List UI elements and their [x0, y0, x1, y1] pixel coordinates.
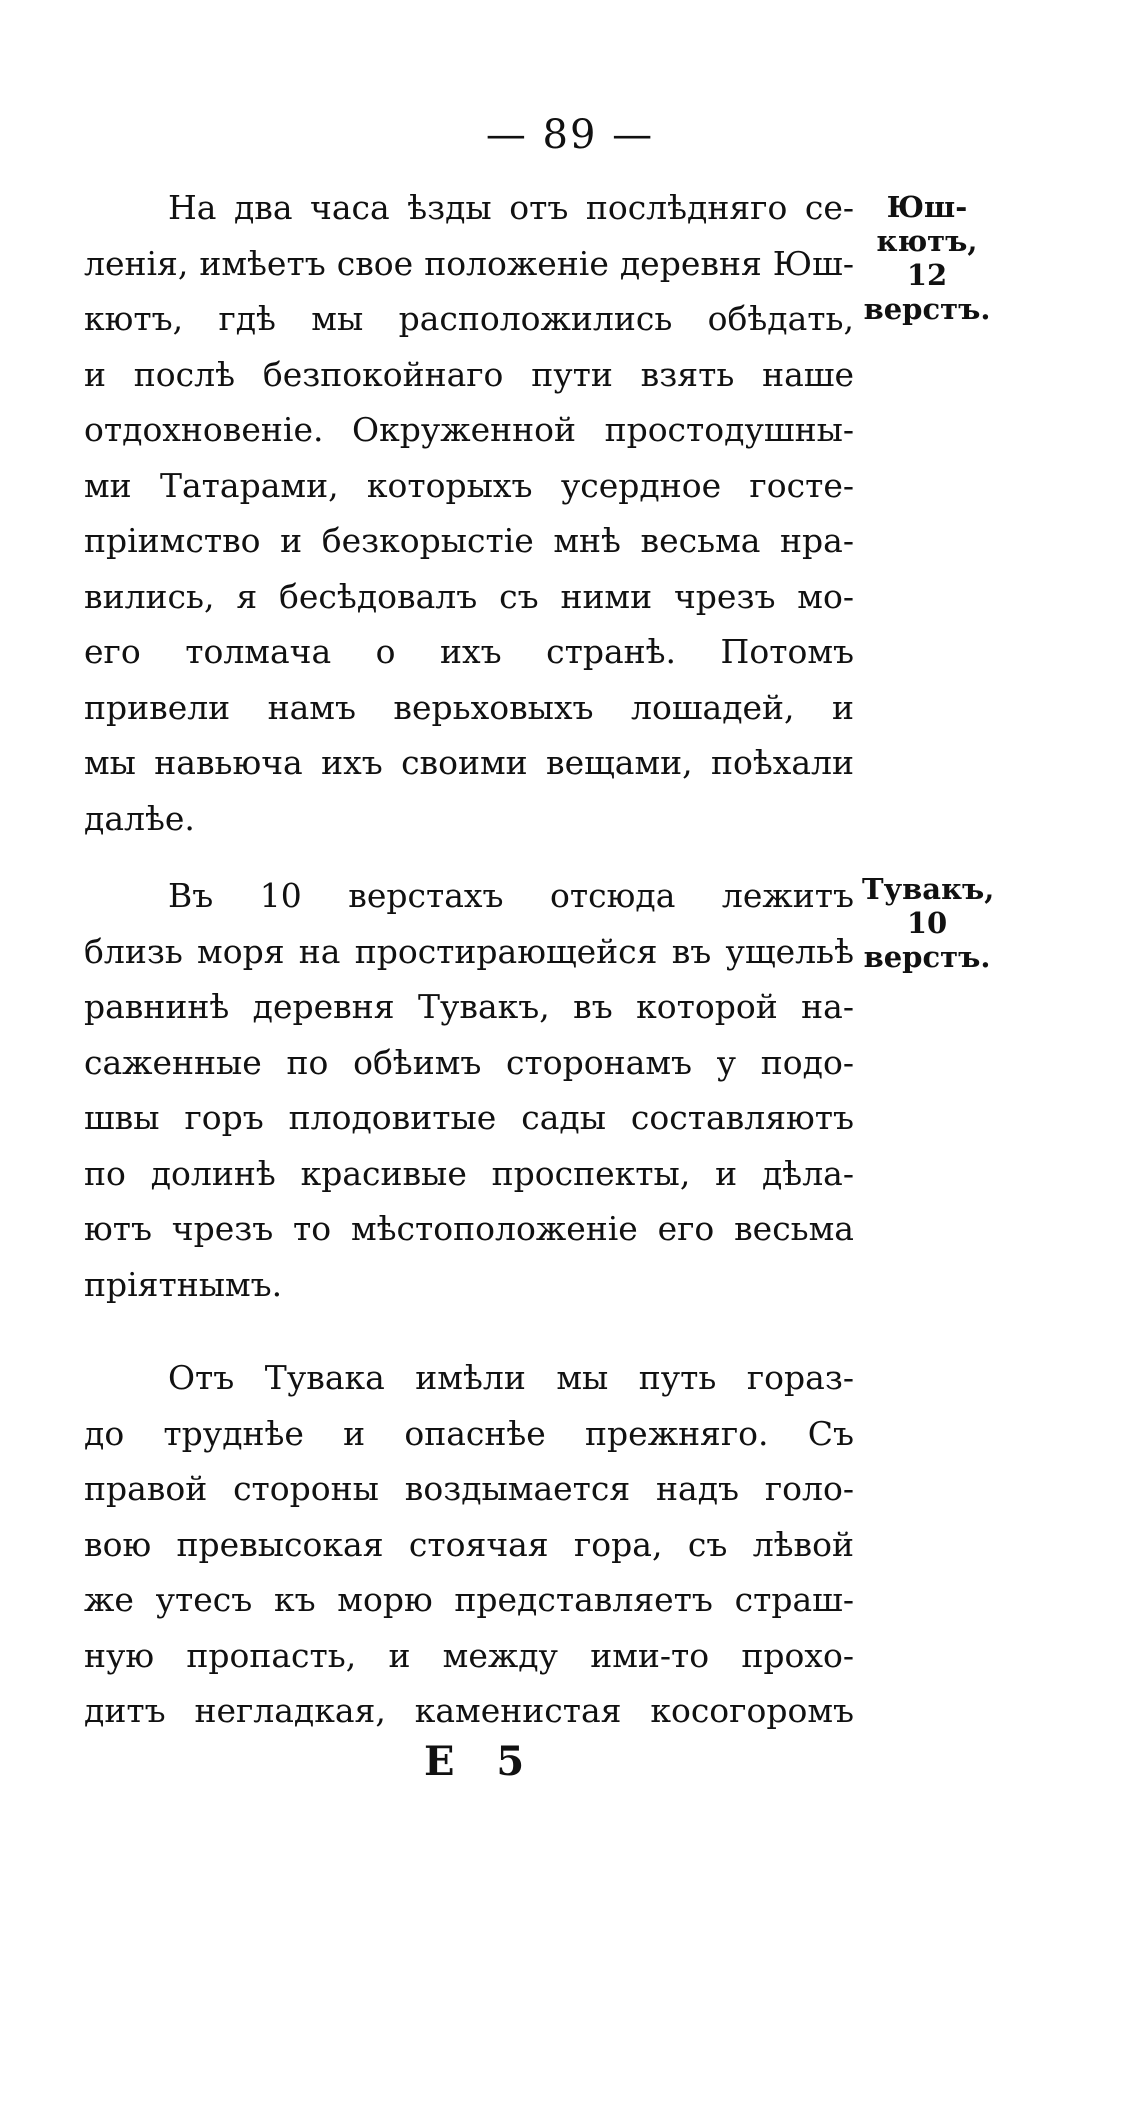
text-line: правой стороны воздымается надъ голо- [84, 1469, 854, 1508]
text-line: швы горъ плодовитые сады составляютъ [84, 1098, 854, 1137]
text-line: по долинѣ красивые проспекты, и дѣла- [84, 1153, 854, 1193]
text-line: равнинѣ деревня Тувакъ, въ которой на- [84, 987, 854, 1026]
text-line: дитъ негладкая, каменистая косогоромъ [84, 1691, 854, 1730]
text-line: ми Татарами, которыхъ усердное госте- [84, 465, 854, 505]
text-line: мы навьюча ихъ своими вещами, поѣхали [84, 743, 854, 782]
margin-note-line: верстъ. [863, 940, 991, 974]
text-line: Отъ Тувака имѣли мы путь гораз- [168, 1358, 854, 1397]
page-number: — 89 — [485, 112, 655, 158]
paragraph-1 [84, 180, 854, 846]
text-line: пріятнымъ. [84, 1264, 283, 1304]
text-line: ленія, имѣетъ свое положеніе деревня Юш- [84, 243, 854, 283]
text-line: привели намъ верьховыхъ лошадей, и [84, 687, 854, 727]
margin-note-line: кютъ, [876, 224, 978, 258]
text-line: и послѣ безпокойнаго пути взять наше [84, 354, 854, 394]
margin-note-line: 10 [906, 906, 948, 940]
text-line: Въ 10 верстахъ отсюда лежитъ [168, 876, 854, 915]
text-line: ютъ чрезъ то мѣстоположеніе его весьма [84, 1209, 854, 1248]
paragraph-2 [84, 868, 854, 1312]
margin-note-2 [862, 872, 995, 974]
text-line: ную пропасть, и между ими-то прохо- [84, 1635, 854, 1675]
text-line: На два часа ѣзды отъ послѣдняго се- [168, 188, 854, 227]
text-line: отдохновеніе. Окруженной простодушны- [84, 410, 854, 449]
text-line: пріимство и безкорыстіе мнѣ весьма нра- [84, 521, 854, 560]
text-line: кютъ, гдѣ мы расположились обѣдать, [84, 299, 854, 338]
text-line: далѣе. [84, 798, 195, 838]
text-line: его толмача о ихъ странѣ. Потомъ [84, 632, 854, 671]
margin-note-1 [862, 190, 992, 326]
margin-note-line: Тувакъ, [862, 872, 995, 906]
text-line: вились, я бесѣдовалъ съ ними чрезъ мо- [84, 576, 854, 616]
text-line: же утесъ къ морю представляетъ страш- [84, 1580, 854, 1619]
margin-note-line: 12 [906, 258, 948, 292]
text-line: вою превысокая стоячая гора, съ лѣвой [84, 1524, 854, 1564]
text-line: саженные по обѣимъ сторонамъ у подо- [84, 1042, 854, 1082]
paragraph-3 [84, 1350, 854, 1739]
signature-mark: Е 5 [424, 1738, 539, 1785]
margin-note-line: верстъ. [863, 292, 991, 326]
margin-note-line: Юш- [886, 190, 968, 224]
text-line: близь моря на простирающейся въ ущельѣ [84, 931, 854, 971]
text-line: до труднѣе и опаснѣе прежняго. Съ [84, 1413, 854, 1453]
